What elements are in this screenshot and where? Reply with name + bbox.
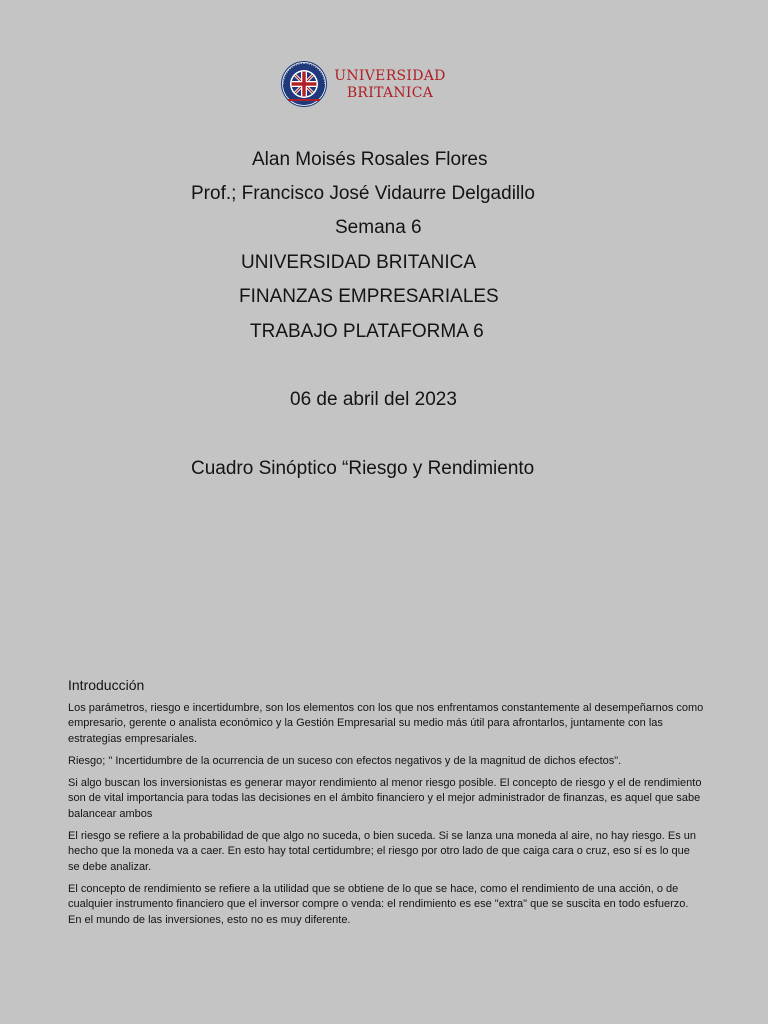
week-label: Semana 6 <box>335 217 422 238</box>
paragraph: Riesgo; " Incertidumbre de la ocurrencia de un suceso con efectos negativos y de la magnitud de dichos efectos". <box>68 754 622 767</box>
logo-line-2: BRITANICA <box>346 85 434 101</box>
logo-wordmark <box>330 68 450 102</box>
document-topic: Cuadro Sinóptico “Riesgo y Rendimiento <box>191 458 535 479</box>
author-name: Alan Moisés Rosales Flores <box>252 149 488 170</box>
paragraph: El concepto de rendimiento se refiere a la utilidad que se obtiene de lo que se hace, como el rendimiento de una acción, o de cualquier instrumento financiero que el inversor compre o venda: el rendimiento es ese "extra" que se suscita en todo esfuerzo. En el mundo de las inversiones, esto no es muy diferente. <box>68 882 689 926</box>
document-date: 06 de abril del 2023 <box>290 389 457 410</box>
university-seal-icon <box>280 60 328 108</box>
university-logo <box>280 58 450 112</box>
paragraph: Los parámetros, riesgo e incertidumbre, son los elementos con los que nos enfrentamos constantemente al desempeñarnos como empresario, gerente o analista económico y la Gestión Empresarial su medio más útil para afrontarlos, juntamente con las estrategias empresariales. <box>68 702 704 745</box>
assignment-title: TRABAJO PLATAFORMA 6 <box>250 321 484 342</box>
course-name: FINANZAS EMPRESARIALES <box>239 286 499 307</box>
introduction-heading: Introducción <box>68 677 145 693</box>
professor-name: Prof.; Francisco José Vidaurre Delgadillo <box>191 183 535 204</box>
introduction-body <box>68 701 704 935</box>
paragraph: El riesgo se refiere a la probabilidad de que algo no suceda, o bien suceda. Si se lanza una moneda al aire, no hay riesgo. Es un hecho que la moneda va a caer. En esto hay total certidumbre; el riesgo por otro lado de que caiga cara o cruz, eso sí es lo que se debe analizar. <box>68 830 697 873</box>
logo-line-1: UNIVERSIDAD <box>334 68 446 84</box>
university-name: UNIVERSIDAD BRITANICA <box>241 252 477 273</box>
paragraph: Si algo buscan los inversionistas es generar mayor rendimiento al menor riesgo posible. El concepto de riesgo y el de rendimiento son de vital importancia para todas las decisiones en el ámbito financiero y el mejor administrador de finanzas, es aquel que sabe balancear ambos <box>68 777 702 820</box>
